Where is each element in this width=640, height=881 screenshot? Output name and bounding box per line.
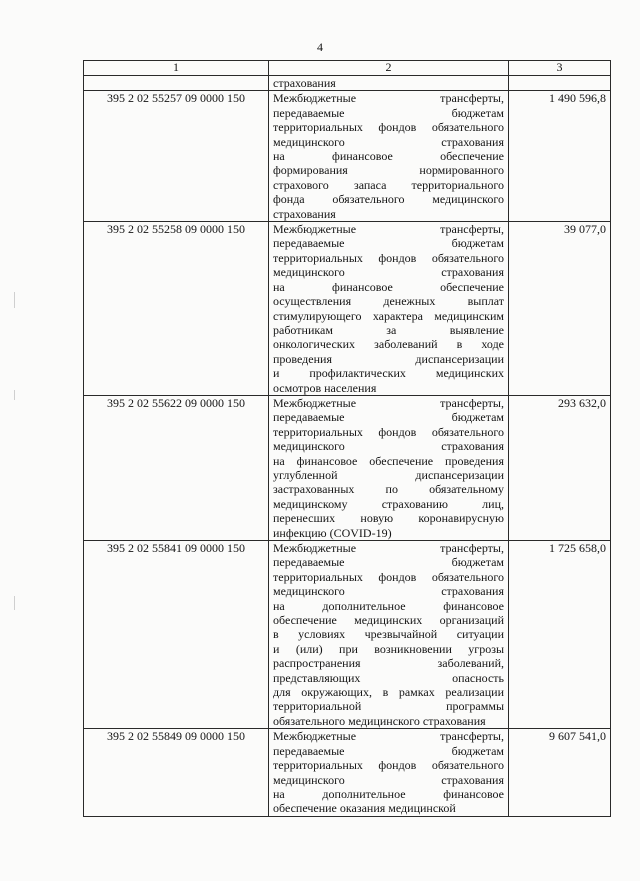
revenue-description [269, 395, 509, 540]
description-line: территориальных фондов обязательного [273, 569, 504, 584]
description-line: медицинского страхования [273, 772, 504, 787]
description-line: обеспечение медицинских организаций [273, 613, 504, 628]
scan-edge-mark [14, 390, 15, 400]
table-row [84, 395, 611, 540]
description-line: на финансовое обеспечение проведения [273, 453, 504, 468]
amount-value: 1 490 596,8 [509, 91, 611, 222]
amount-value: 39 077,0 [509, 222, 611, 396]
description-line: перенесших новую коронавирусную [273, 511, 504, 526]
description-line: застрахованных по обязательному [273, 482, 504, 497]
description-line: формирования нормированного [273, 163, 504, 178]
budget-classification-code: 395 2 02 55841 09 0000 150 [84, 541, 269, 729]
description-line: медицинского страхования [273, 439, 504, 454]
description-line: передаваемые бюджетам [273, 105, 504, 120]
description-line: передаваемые бюджетам [273, 410, 504, 425]
table-row [84, 729, 611, 816]
description-line: углубленной диспансеризации [273, 467, 504, 482]
amount-value: 1 725 658,0 [509, 541, 611, 729]
revenue-description [269, 729, 509, 816]
description-line: передаваемые бюджетам [273, 236, 504, 251]
description-line: страхового запаса территориального [273, 177, 504, 192]
description-line: территориальных фондов обязательного [273, 758, 504, 773]
description-line: медицинскому страхованию лиц, [273, 496, 504, 511]
continuation-code [84, 76, 269, 91]
description-line: территориальных фондов обязательного [273, 120, 504, 135]
description-line: в условиях чрезвычайной ситуации [273, 627, 504, 642]
amount-value: 293 632,0 [509, 395, 611, 540]
description-line: территориальных фондов обязательного [273, 250, 504, 265]
scan-edge-mark [14, 596, 15, 610]
description-line: передаваемые бюджетам [273, 555, 504, 570]
revenue-description [269, 222, 509, 396]
description-line: и (или) при возникновении угрозы [273, 641, 504, 656]
amount-value: 9 607 541,0 [509, 729, 611, 816]
budget-classification-code: 395 2 02 55849 09 0000 150 [84, 729, 269, 816]
description-line: территориальных фондов обязательного [273, 424, 504, 439]
description-line: осуществления денежных выплат [273, 294, 504, 309]
continuation-description [269, 76, 509, 91]
description-line: обязательного медицинского страхования [273, 713, 486, 728]
description-line: проведения диспансеризации [273, 351, 504, 366]
description-line: Межбюджетные трансферты, [273, 541, 504, 555]
description-line: для окружающих, в рамках реализации [273, 685, 504, 700]
description-line: передаваемые бюджетам [273, 743, 504, 758]
description-line: на финансовое обеспечение [273, 279, 504, 294]
description-line: страхования [273, 206, 336, 221]
description-line: осмотров населения [273, 380, 377, 395]
table-header-row [84, 61, 611, 76]
continuation-row [84, 76, 611, 91]
page-number: 4 [317, 40, 323, 54]
column-header-code: 1 [84, 61, 269, 76]
description-line: и профилактических медицинских [273, 366, 504, 381]
description-line: Межбюджетные трансферты, [273, 729, 504, 744]
description-line: на финансовое обеспечение [273, 149, 504, 164]
budget-classification-code: 395 2 02 55258 09 0000 150 [84, 222, 269, 396]
description-line: на дополнительное финансовое [273, 598, 504, 613]
description-line: работникам за выявление [273, 322, 504, 337]
description-line: инфекцию (COVID-19) [273, 525, 392, 540]
column-header-amount: 3 [509, 61, 611, 76]
revenue-description [269, 541, 509, 729]
description-line: представляющих опасность [273, 670, 504, 685]
description-line: фонда обязательного медицинского [273, 192, 504, 207]
table-row [84, 222, 611, 396]
continuation-amount [509, 76, 611, 91]
description-line: стимулирующего характера медицинским [273, 308, 504, 323]
description-line: Межбюджетные трансферты, [273, 395, 504, 410]
budget-classification-code: 395 2 02 55257 09 0000 150 [84, 91, 269, 222]
description-line: обеспечение оказания медицинской [273, 801, 456, 816]
description-line: медицинского страхования [273, 265, 504, 280]
description-line: онкологических заболеваний в ходе [273, 337, 504, 352]
description-line: на дополнительное финансовое [273, 786, 504, 801]
column-header-name: 2 [269, 61, 509, 76]
description-line: территориальной программы [273, 699, 504, 714]
description-line: медицинского страхования [273, 134, 504, 149]
table-row [84, 91, 611, 222]
scan-edge-mark [14, 292, 15, 308]
description-line: Межбюджетные трансферты, [273, 91, 504, 106]
revenue-description [269, 91, 509, 222]
budget-revenue-table [83, 60, 611, 817]
description-line: Межбюджетные трансферты, [273, 222, 504, 237]
description-line: медицинского страхования [273, 584, 504, 599]
description-line: распространения заболеваний, [273, 656, 504, 671]
budget-classification-code: 395 2 02 55622 09 0000 150 [84, 395, 269, 540]
description-line: страхования [273, 76, 336, 90]
table-row [84, 541, 611, 729]
